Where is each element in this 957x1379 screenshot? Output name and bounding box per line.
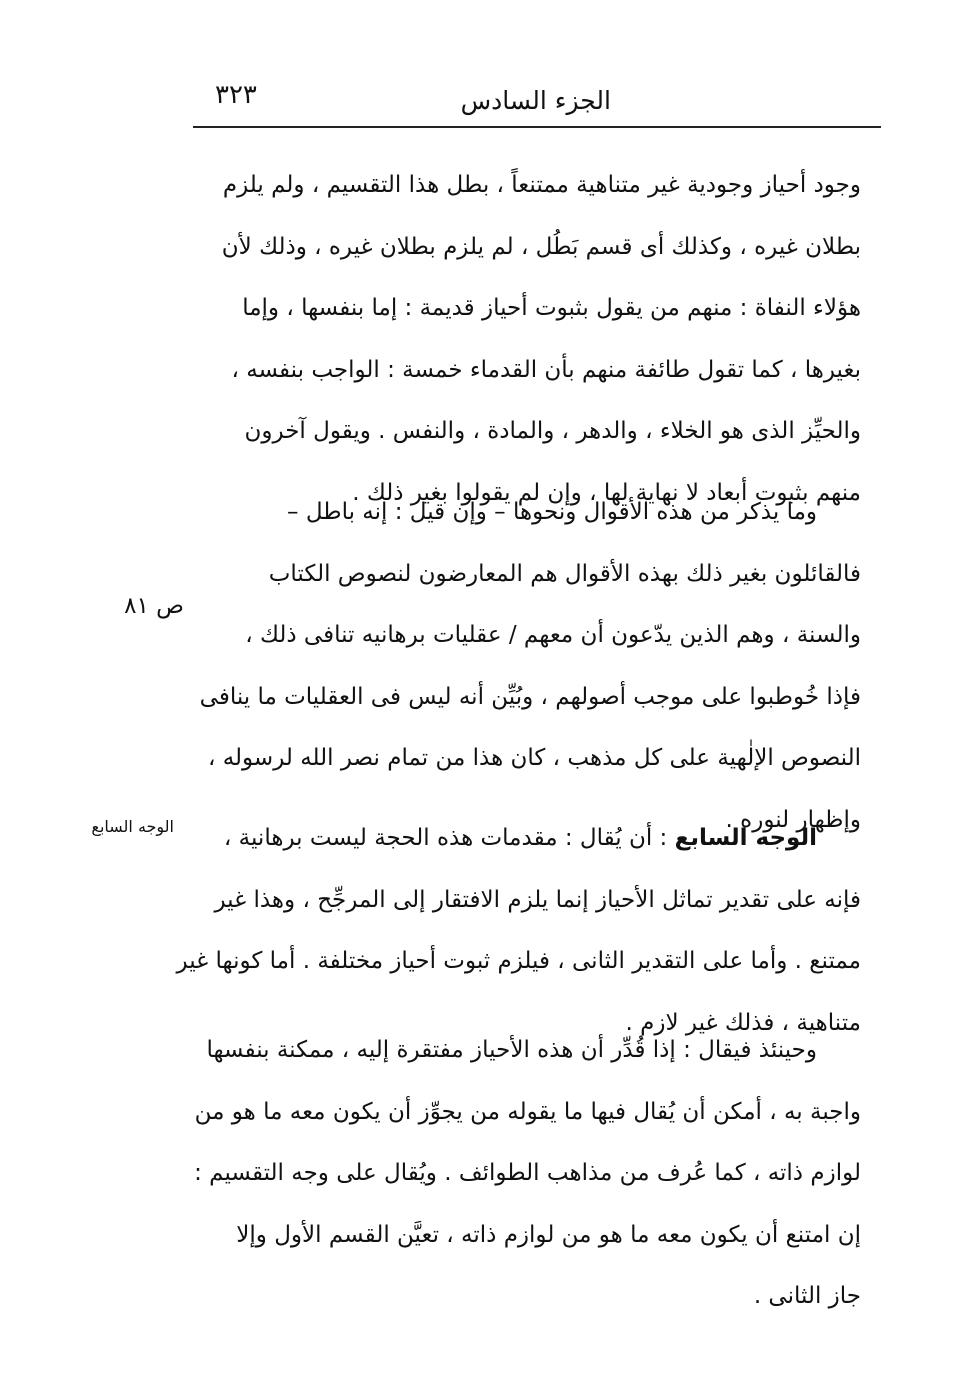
text-line: وجود أحياز وجودية غير متناهية ممتنعاً ، بطل هذا التقسيم ، ولم يلزم — [222, 172, 861, 198]
text-line: وما يذكر من هذه الأقوال ونحوها – وإن قيل : إنه باطل – — [287, 499, 817, 525]
text-line: والحيِّز الذى هو الخلاء ، والدهر ، والمادة ، والنفس . ويقول آخرون — [244, 418, 861, 444]
header-divider — [193, 126, 881, 128]
text-line: منهم بثبوت أبعاد لا نهاية لها ، وإن لم يقولوا بغير ذلك . — [352, 479, 861, 506]
text-line — [193, 808, 861, 870]
section-heading-inline: الوجه السابع — [674, 825, 817, 851]
marginal-section-note: الوجه السابع — [91, 817, 174, 836]
paragraph-3 — [176, 808, 861, 1054]
text-line: وإظهار لنوره . — [725, 806, 861, 833]
text-line: بغيرها ، كما تقول طائفة منهم بأن القدماء خمسة : الواجب بنفسه ، — [231, 356, 861, 383]
paragraph-1 — [193, 155, 861, 524]
text-line: واجبة به ، أمكن أن يُقال فيها ما يقوله من يجوِّز أن يكون معه ما هو من — [194, 1098, 861, 1125]
running-title: الجزء السادس — [460, 86, 611, 115]
text-line: والسنة ، وهم الذين يدّعون أن معهم / عقليات برهانيه تنافى ذلك ، — [245, 622, 861, 648]
text-line: فإذا خُوطبوا على موجب أصولهم ، وبُيِّن أنه ليس فى العقليات ما ينافى — [199, 683, 861, 710]
text-line: إن امتنع أن يكون معه ما هو من لوازم ذاته ، تعيَّن القسم الأول وإلا — [236, 1221, 861, 1248]
text-line: جاز الثانى . — [753, 1283, 861, 1309]
text-line: فالقائلون بغير ذلك بهذه الأقوال هم المعارضون لنصوص الكتاب — [268, 560, 861, 587]
text-line: لوازم ذاته ، كما عُرف من مذاهب الطوائف . ويُقال على وجه التقسيم : — [194, 1160, 861, 1186]
text-line: بطلان غيره ، وكذلك أى قسم بَطُل ، لم يلزم بطلان غيره ، وذلك لأن — [221, 233, 861, 260]
text-line: وحينئذ فيقال : إذا قُدِّر أن هذه الأحياز مفتقرة إليه ، ممكنة بنفسها — [206, 1037, 817, 1063]
text-line: ممتنع . وأما على التقدير الثانى ، فيلزم ثبوت أحياز مختلفة . أما كونها غير — [176, 948, 861, 974]
text-line: متناهية ، فذلك غير لازم . — [625, 1009, 861, 1036]
page-header — [193, 76, 881, 126]
paragraph-4 — [193, 1020, 861, 1328]
text-line-rest: : أن يُقال : مقدمات هذه الحجة ليست برهانية ، — [223, 825, 675, 851]
paragraph-2 — [193, 482, 861, 851]
text-line: النصوص الإلٰهية على كل مذهب ، كان هذا من تمام نصر الله لرسوله ، — [207, 745, 861, 771]
marginal-page-reference: ص ٨١ — [124, 593, 184, 619]
text-line: هؤلاء النفاة : منهم من يقول بثبوت أحياز قديمة : إما بنفسها ، وإما — [242, 295, 861, 321]
page-number: ٣٢٣ — [215, 80, 257, 110]
text-line: فإنه على تقدير تماثل الأحياز إنما يلزم الافتقار إلى المرجِّح ، وهذا غير — [214, 886, 861, 913]
